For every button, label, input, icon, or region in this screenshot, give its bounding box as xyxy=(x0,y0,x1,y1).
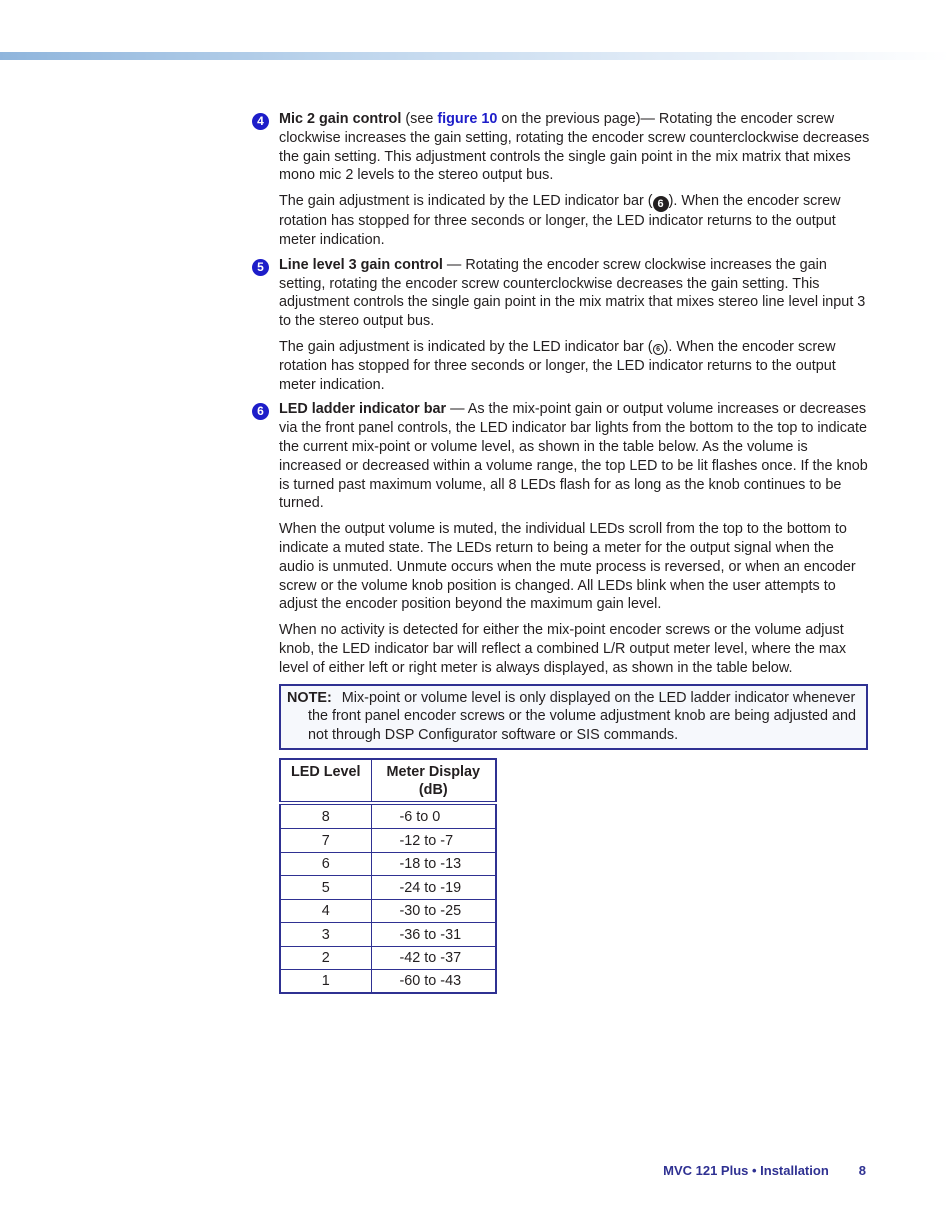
table-row xyxy=(280,803,496,829)
table-row xyxy=(280,876,496,900)
page-footer xyxy=(663,1163,866,1178)
cell-meter-display: -6 to 0 xyxy=(371,803,496,829)
item-title: Line level 3 gain control xyxy=(279,256,443,273)
cell-meter-display: -30 to -25 xyxy=(371,899,496,923)
item-title: LED ladder indicator bar xyxy=(279,401,447,418)
led-level-table xyxy=(279,758,497,995)
item-paragraph: Line level 3 gain control — Rotating the encoder screw clockwise increases the gain setting, rotating the encoder screw counterclockwise decreases the gain setting. This adjustment controls the single gain point in the mix matrix that mixes stereo line level input 3 to the stereo output bus. xyxy=(279,256,866,330)
callout-number-4: 4 xyxy=(252,113,269,130)
cell-meter-display: -24 to -19 xyxy=(371,876,496,900)
cell-led-level: 6 xyxy=(280,852,371,876)
header-gradient-band xyxy=(0,52,950,60)
cell-meter-display: -12 to -7 xyxy=(371,829,496,853)
cell-led-level: 2 xyxy=(280,946,371,970)
table-header-row xyxy=(280,759,496,803)
cell-led-level: 1 xyxy=(280,970,371,994)
item-paragraph: The gain adjustment is indicated by the LED indicator bar ( 6 ). When the encoder screw rotation has stopped for three seconds or longer, the LED indicator returns to the output meter indication. xyxy=(279,193,841,248)
item-line-level-3-gain-control xyxy=(252,256,870,395)
table-row xyxy=(280,946,496,970)
table-row xyxy=(280,829,496,853)
table-row xyxy=(280,899,496,923)
item-paragraph: Mic 2 gain control (see figure 10 on the previous page)— Rotating the encoder screw clockwise increases the gain setting, rotating the encoder screw counterclockwise decreases the gain setting. This adjustment controls the single gain point in the mix matrix that mixes mono mic 2 levels to the stereo output bus. xyxy=(279,111,870,184)
cell-led-level: 4 xyxy=(280,899,371,923)
cell-led-level: 8 xyxy=(280,803,371,829)
callout-ref-6: 6 xyxy=(653,196,669,212)
item-paragraph: When the output volume is muted, the individual LEDs scroll from the top to the bottom to indicate a muted state. The LEDs return to being a meter for the output signal when the audio is unmuted. Unmute occurs when the mute process is reversed, or when an encoder screw or the volume knob position is changed. All LEDs blink when the user attempts to adjust the encoder position beyond the maximum gain level. xyxy=(279,521,856,613)
cell-meter-display: -42 to -37 xyxy=(371,946,496,970)
item-paragraph: When no activity is detected for either the mix-point encoder screws or the volume adjust knob, the LED indicator bar will reflect a combined L/R output meter level, where the max level of either left or right meter is always displayed, as shown in the table below. xyxy=(279,622,847,676)
item-title: Mic 2 gain control xyxy=(279,111,402,127)
figure-10-link[interactable]: figure 10 xyxy=(437,111,498,127)
table-row xyxy=(280,923,496,947)
cell-led-level: 3 xyxy=(280,923,371,947)
item-led-ladder-indicator-bar xyxy=(252,400,870,677)
cell-meter-display: -18 to -13 xyxy=(371,852,496,876)
note-label: NOTE: xyxy=(287,689,332,706)
callout-ref-6: 6 xyxy=(653,344,664,355)
cell-meter-display: -36 to -31 xyxy=(371,923,496,947)
footer-title: MVC 121 Plus • Installation xyxy=(663,1163,829,1178)
table-row xyxy=(280,970,496,994)
item-paragraph: LED ladder indicator bar — As the mix-point gain or output volume increases or decreases via the front panel controls, the LED indicator bar lights from the bottom to the top to indicate the current mix-point or volume level, as shown in the table below. As the volume is increased or decreased within a volume range, the top LED to be lit flashes once. If the knob is turned past maximum volume, all 8 LEDs flash for as long as the knob continues to be turned. xyxy=(279,401,868,512)
item-mic2-gain-control xyxy=(252,110,870,250)
column-header-led-level: LED Level xyxy=(280,759,371,803)
cell-led-level: 7 xyxy=(280,829,371,853)
table-row xyxy=(280,852,496,876)
column-header-meter-display: Meter Display (dB) xyxy=(371,759,496,803)
callout-number-6: 6 xyxy=(252,403,269,420)
page-content xyxy=(252,110,870,994)
note-box xyxy=(279,684,868,750)
note-text: NOTE: Mix-point or volume level is only displayed on the LED ladder indicator whenever the front panel encoder screws or the volume adjustment knob are being adjusted and not through DSP Configurator software or SIS commands. xyxy=(287,689,856,744)
callout-number-5: 5 xyxy=(252,259,269,276)
page-number: 8 xyxy=(858,1163,866,1178)
cell-meter-display: -60 to -43 xyxy=(371,970,496,994)
item-paragraph: The gain adjustment is indicated by the LED indicator bar ( 6 ). When the encoder screw rotation has stopped for three seconds or longer, the LED indicator returns to the output meter indication. xyxy=(279,338,836,393)
cell-led-level: 5 xyxy=(280,876,371,900)
